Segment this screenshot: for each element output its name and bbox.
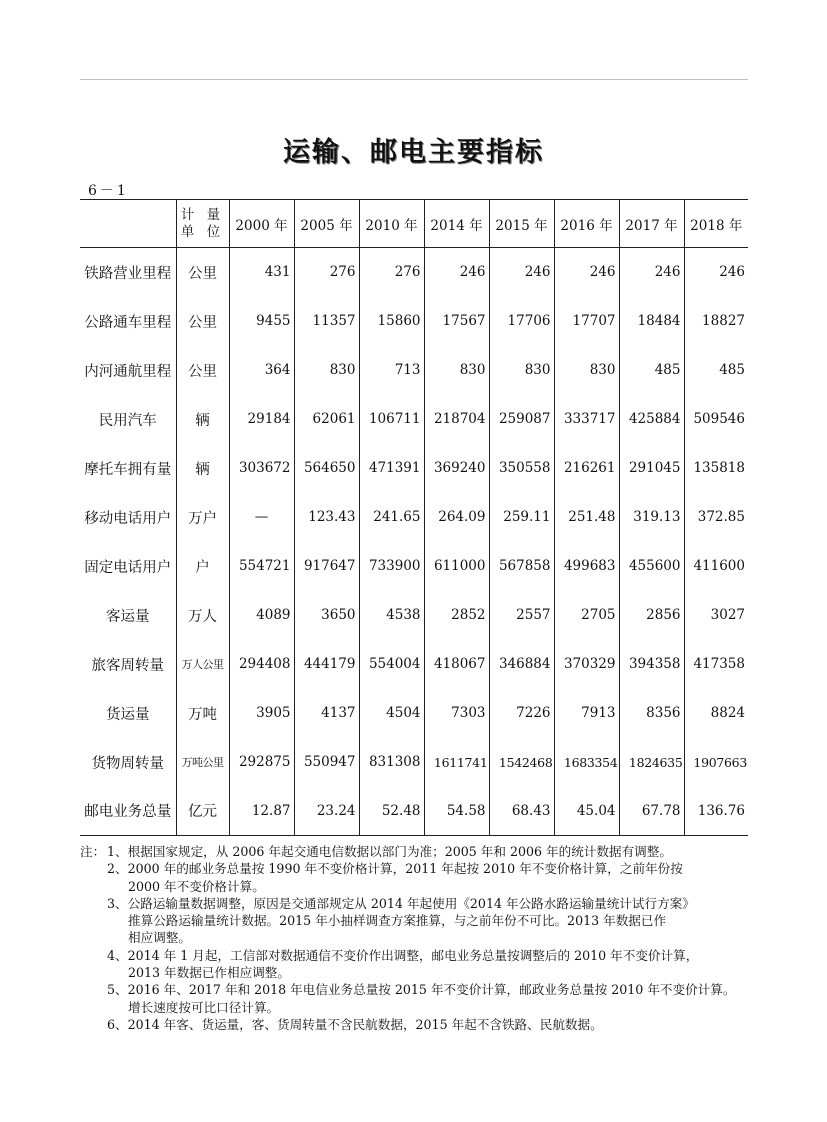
note-text: 5、2016 年、2017 年和 2018 年电信业务总量按 2015 年不变价计算，邮政业务总量按 2010 年不变价计算。 [107,982,736,998]
value-cell: 364 [229,346,294,395]
value-cell: 372.85 [684,493,748,542]
value-cell: 733900 [359,542,424,591]
year-header: 2000 年 [229,200,294,248]
table-row [80,542,748,591]
value-cell: 45.04 [554,787,619,836]
table-header [80,200,748,248]
value-cell: 7303 [424,689,489,738]
note-text: 1、根据国家规定，从 2006 年起交通电信数据以部门为准；2005 年和 2006 年的统计数据有调整。 [107,844,672,859]
value-cell: 394358 [619,640,684,689]
value-cell: 346884 [489,640,554,689]
value-cell: 241.65 [359,493,424,542]
note-text: 4、2014 年 1 月起，工信部对数据通信不变价作出调整，邮电业务总量按调整后的 2010 年不变价计算， [107,947,699,963]
value-cell: 259.11 [489,493,554,542]
value-cell: 17707 [554,297,619,346]
indicator-name: 旅客周转量 [91,657,164,674]
year-header: 2014 年 [424,200,489,248]
table-row [80,689,748,738]
page-title: 运输、邮电主要指标 [283,137,544,168]
value-cell: 418067 [424,640,489,689]
value-cell: — [229,493,294,542]
value-cell: 411600 [684,542,748,591]
indicator-name: 移动电话用户 [84,510,172,527]
table-row [80,346,748,395]
value-cell: 713 [359,346,424,395]
table-row [80,591,748,640]
value-cell: 333717 [554,395,619,444]
table-row [80,738,748,787]
header-row [80,200,748,248]
value-cell: 4089 [229,591,294,640]
value-cell: 264.09 [424,493,489,542]
value-cell: 251.48 [554,493,619,542]
value-cell: 246 [424,248,489,297]
table-notes [80,843,752,1033]
note-item [80,1016,752,1033]
unit-cell: 万吨公里 [176,738,229,787]
value-cell: 303672 [229,444,294,493]
value-cell: 18827 [684,297,748,346]
note-continuation: 增长速度按可比口径计算。 [128,999,280,1015]
value-cell: 18484 [619,297,684,346]
value-cell: 554004 [359,640,424,689]
value-cell: 218704 [424,395,489,444]
note-prefix [80,981,107,998]
value-cell: 52.48 [359,787,424,836]
value-cell: 485 [684,346,748,395]
table-row [80,395,748,444]
value-cell: 17567 [424,297,489,346]
value-cell: 7226 [489,689,554,738]
unit-cell: 万人 [176,591,229,640]
top-rule [80,79,748,80]
note-prefix [80,860,107,877]
table-number: 6－1 [88,183,129,199]
indicator-name: 客运量 [106,608,150,625]
note-continuation: 推算公路运输量统计数据。2015 年小抽样调查方案推算，与之前年份不可比。2013 年数据已作 [128,913,667,929]
table-row [80,640,748,689]
note-continuation: 相应调整。 [128,930,191,946]
note-prefix [80,895,107,912]
value-cell: 246 [554,248,619,297]
unit-cell: 万人公里 [176,640,229,689]
unit-header-line-2: 单 位 [180,223,225,240]
value-cell: 417358 [684,640,748,689]
note-prefix [80,947,107,964]
year-header: 2015 年 [489,200,554,248]
unit-cell: 公里 [176,248,229,297]
indicator-header-cell [80,200,176,248]
year-header: 2005 年 [294,200,359,248]
value-cell: 135818 [684,444,748,493]
value-cell: 431 [229,248,294,297]
value-cell: 455600 [619,542,684,591]
note-continuation: 2013 年数据已作相应调整。 [128,965,290,981]
note-prefix [80,1016,107,1033]
note-item [80,895,752,912]
value-cell: 9455 [229,297,294,346]
value-cell: 2557 [489,591,554,640]
year-header: 2016 年 [554,200,619,248]
table-body [80,248,748,836]
value-cell: 15860 [359,297,424,346]
value-cell: 2852 [424,591,489,640]
unit-cell: 辆 [176,395,229,444]
value-cell: 292875 [229,738,294,787]
value-cell: 276 [294,248,359,297]
value-cell: 68.43 [489,787,554,836]
value-cell: 3650 [294,591,359,640]
value-cell: 550947 [294,738,359,787]
value-cell: 830 [554,346,619,395]
unit-header-line-1: 计 量 [180,206,225,223]
note-item [80,860,752,877]
value-cell: 106711 [359,395,424,444]
unit-cell: 公里 [176,346,229,395]
value-cell: 123.43 [294,493,359,542]
value-cell: 54.58 [424,787,489,836]
table-row [80,493,748,542]
value-cell: 319.13 [619,493,684,542]
year-header: 2017 年 [619,200,684,248]
note-prefix: 注： [80,844,106,859]
value-cell: 830 [489,346,554,395]
value-cell: 246 [489,248,554,297]
value-cell: 1824635 [619,738,684,787]
value-cell: 485 [619,346,684,395]
value-cell: 3027 [684,591,748,640]
value-cell: 4137 [294,689,359,738]
value-cell: 12.87 [229,787,294,836]
value-cell: 471391 [359,444,424,493]
year-header: 2018 年 [684,200,748,248]
value-cell: 8356 [619,689,684,738]
value-cell: 2856 [619,591,684,640]
table-row [80,787,748,836]
value-cell: 294408 [229,640,294,689]
value-cell: 4504 [359,689,424,738]
value-cell: 246 [684,248,748,297]
value-cell: 246 [619,248,684,297]
unit-cell: 亿元 [176,787,229,836]
year-header: 2010 年 [359,200,424,248]
table-row [80,297,748,346]
indicator-name: 固定电话用户 [84,559,172,576]
unit-cell: 万户 [176,493,229,542]
value-cell: 3905 [229,689,294,738]
unit-cell: 辆 [176,444,229,493]
value-cell: 350558 [489,444,554,493]
indicators-table [80,199,748,836]
value-cell: 62061 [294,395,359,444]
value-cell: 67.78 [619,787,684,836]
unit-cell: 公里 [176,297,229,346]
value-cell: 1683354 [554,738,619,787]
value-cell: 564650 [294,444,359,493]
value-cell: 17706 [489,297,554,346]
table-row [80,444,748,493]
note-continuation: 2000 年不变价格计算。 [128,878,265,894]
value-cell: 370329 [554,640,619,689]
indicator-name: 公路通车里程 [84,314,172,331]
value-cell: 554721 [229,542,294,591]
value-cell: 567858 [489,542,554,591]
value-cell: 425884 [619,395,684,444]
value-cell: 29184 [229,395,294,444]
table-row [80,248,748,297]
value-cell: 7913 [554,689,619,738]
value-cell: 499683 [554,542,619,591]
value-cell: 369240 [424,444,489,493]
value-cell: 1907663 [684,738,748,787]
note-item [80,981,752,998]
note-text: 3、公路运输量数据调整，原因是交通部规定从 2014 年起使用《2014 年公路水路运输量统计试行方案》 [107,895,695,911]
value-cell: 917647 [294,542,359,591]
value-cell: 2705 [554,591,619,640]
value-cell: 830 [424,346,489,395]
indicator-name: 货运量 [106,706,150,723]
unit-header-cell [176,200,229,248]
value-cell: 1542468 [489,738,554,787]
value-cell: 830 [294,346,359,395]
indicator-name: 摩托车拥有量 [84,461,172,478]
indicator-name: 内河通航里程 [84,363,172,380]
note-item [80,947,752,964]
indicator-name: 铁路营业里程 [84,265,172,282]
note-text: 2、2000 年的邮业务总量按 1990 年不变价格计算，2011 年起按 2010 年不变价格计算，之前年份按 [107,861,683,877]
unit-cell: 户 [176,542,229,591]
value-cell: 4538 [359,591,424,640]
value-cell: 611000 [424,542,489,591]
indicator-name: 民用汽车 [98,412,157,429]
value-cell: 11357 [294,297,359,346]
value-cell: 136.76 [684,787,748,836]
value-cell: 216261 [554,444,619,493]
value-cell: 8824 [684,689,748,738]
value-cell: 444179 [294,640,359,689]
value-cell: 831308 [359,738,424,787]
value-cell: 1611741 [424,738,489,787]
value-cell: 291045 [619,444,684,493]
indicator-name: 货物周转量 [91,755,164,772]
note-text: 6、2014 年客、货运量，客、货周转量不含民航数据，2015 年起不含铁路、民航数据。 [107,1016,603,1032]
note-item [80,843,752,860]
value-cell: 276 [359,248,424,297]
value-cell: 23.24 [294,787,359,836]
unit-cell: 万吨 [176,689,229,738]
value-cell: 259087 [489,395,554,444]
value-cell: 509546 [684,395,748,444]
indicator-name: 邮电业务总量 [80,787,176,836]
